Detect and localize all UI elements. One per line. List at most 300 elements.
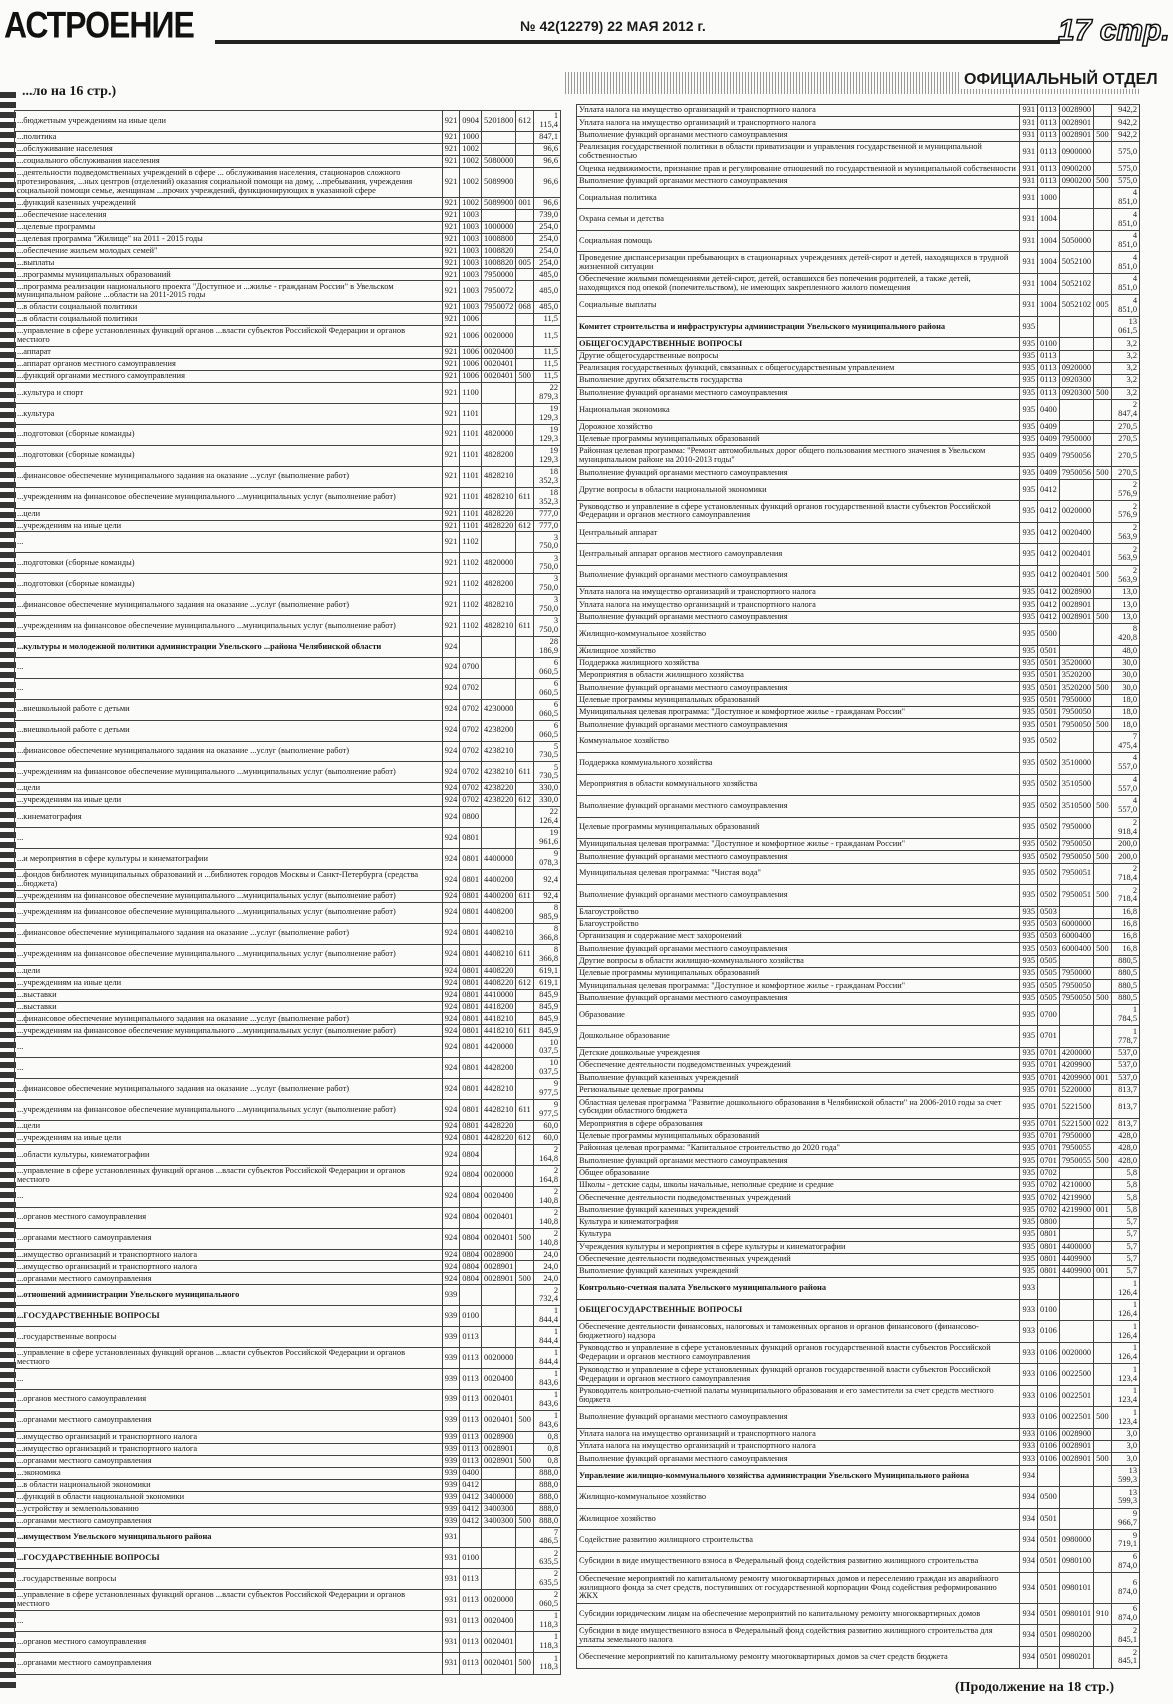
row-name: ...политика — [15, 131, 443, 143]
table-row — [15, 1079, 561, 1100]
row-type — [516, 347, 534, 359]
table-row — [577, 839, 1140, 851]
row-dept: 921 — [442, 209, 460, 221]
row-dept: 935 — [1020, 611, 1038, 623]
row-article: 3520200 — [1059, 682, 1093, 694]
row-section: 0801 — [1038, 1229, 1060, 1241]
row-section: 1002 — [460, 155, 482, 167]
row-name: ...учреждениям на финансовое обеспечение муниципального ...муниципальных услуг (выполнение работ) — [15, 1025, 443, 1037]
row-section: 0113 — [1038, 375, 1060, 387]
table-row — [577, 624, 1140, 645]
row-dept: 935 — [1020, 980, 1038, 992]
table-row — [577, 1453, 1140, 1465]
row-type — [1094, 163, 1112, 175]
table-row — [15, 1249, 561, 1261]
row-amount: 845,9 — [533, 1001, 560, 1013]
row-dept: 924 — [442, 1186, 460, 1207]
row-name: Выполнение функций органами местного самоуправления — [577, 885, 1020, 906]
row-article: 5052102 — [1059, 295, 1093, 316]
row-section: 0702 — [460, 699, 482, 720]
table-row — [15, 1590, 561, 1611]
row-section: 0106 — [1038, 1453, 1060, 1465]
row-type — [1094, 839, 1112, 851]
row-section — [460, 1285, 482, 1306]
row-amount: 847,1 — [533, 131, 560, 143]
row-type — [516, 508, 534, 520]
table-row — [577, 544, 1140, 565]
row-section: 0502 — [1038, 774, 1060, 795]
row-type — [1094, 955, 1112, 967]
row-type — [1094, 1026, 1112, 1047]
row-name: ...подготовки (сборные команды) — [15, 574, 443, 595]
table-row — [577, 1084, 1140, 1096]
row-name: Выполнение функций органами местного самоуправления — [577, 851, 1020, 863]
row-type: 500 — [1094, 129, 1112, 141]
row-name: Реализация государственной политики в области приватизации и управления государственной и муниципальной собственностью — [577, 141, 1020, 162]
row-name: ...цели — [15, 965, 443, 977]
row-article: 0020401 — [482, 1652, 516, 1674]
table-row — [577, 992, 1140, 1004]
table-row — [15, 245, 561, 257]
row-amount: 1 126,4 — [1111, 1278, 1139, 1299]
row-section: 0113 — [1038, 175, 1060, 187]
row-section: 0505 — [1038, 968, 1060, 980]
row-name: ...внешкольной работе с детьми — [15, 699, 443, 720]
row-section — [460, 637, 482, 658]
row-type: 500 — [1094, 719, 1112, 731]
table-row — [577, 774, 1140, 795]
row-dept: 931 — [1020, 117, 1038, 129]
row-name: ОБЩЕГОСУДАРСТВЕННЫЕ ВОПРОСЫ — [577, 1299, 1020, 1320]
row-section: 0502 — [1038, 863, 1060, 884]
row-dept: 934 — [1020, 1487, 1038, 1508]
row-section: 0702 — [460, 720, 482, 741]
row-article: 0028901 — [1059, 611, 1093, 623]
row-article — [482, 828, 516, 849]
row-section: 0804 — [460, 1207, 482, 1228]
row-type: 500 — [1094, 851, 1112, 863]
row-amount: 5,7 — [1111, 1241, 1139, 1253]
row-section: 0501 — [1038, 1530, 1060, 1551]
table-row — [577, 565, 1140, 586]
row-type — [1094, 774, 1112, 795]
row-dept: 935 — [1020, 375, 1038, 387]
row-name: ...ГОСУДАРСТВЕННЫЕ ВОПРОСЫ — [15, 1548, 443, 1569]
row-amount: 16,8 — [1111, 906, 1139, 918]
row-name: Муниципальная целевая программа: "Чистая вода" — [577, 863, 1020, 884]
row-type — [1094, 544, 1112, 565]
row-name: Руководство и управление в сфере установленных функций органов государственной власти субъектов Российской Федерации и органов местного самоуправления — [577, 1342, 1020, 1363]
row-amount: 942,2 — [1111, 117, 1139, 129]
row-section: 0702 — [1038, 1180, 1060, 1192]
row-name: Национальная экономика — [577, 399, 1020, 420]
row-section: 0113 — [460, 1410, 482, 1431]
row-article: 5220000 — [1059, 1084, 1093, 1096]
row-article — [1059, 1487, 1093, 1508]
row-article — [482, 209, 516, 221]
row-section: 0412 — [460, 1503, 482, 1515]
section-title: ОФИЦИАЛЬНЫЙ ОТДЕЛ — [960, 71, 1162, 89]
row-amount: 537,0 — [1111, 1060, 1139, 1072]
row-type — [516, 902, 534, 923]
row-dept: 924 — [442, 720, 460, 741]
row-article — [482, 678, 516, 699]
row-name: Дорожное хозяйство — [577, 421, 1020, 433]
row-name: ...социального обслуживания населения — [15, 155, 443, 167]
row-dept: 935 — [1020, 645, 1038, 657]
row-amount: 2 732,4 — [533, 1285, 560, 1306]
row-amount: 880,5 — [1111, 955, 1139, 967]
row-dept: 935 — [1020, 1026, 1038, 1047]
row-section: 0409 — [1038, 433, 1060, 445]
row-section: 1004 — [1038, 252, 1060, 273]
row-article: 7950072 — [482, 281, 516, 302]
row-article: 4828210 — [482, 595, 516, 616]
row-amount: 18,0 — [1111, 706, 1139, 718]
row-amount: 200,0 — [1111, 851, 1139, 863]
row-dept: 921 — [442, 574, 460, 595]
row-dept: 921 — [442, 404, 460, 425]
row-type — [1094, 1342, 1112, 1363]
row-section: 1003 — [460, 233, 482, 245]
row-name: ...в области социальной политики — [15, 314, 443, 326]
row-article: 0020401 — [482, 1632, 516, 1653]
row-type — [1094, 1508, 1112, 1529]
row-section: 0113 — [1038, 163, 1060, 175]
table-row — [577, 1646, 1140, 1668]
row-section: 0701 — [1038, 1047, 1060, 1059]
row-section — [1038, 1465, 1060, 1486]
table-row — [15, 890, 561, 902]
row-name: Оценка недвижимости, признание прав и регулирование отношений по государственной и муниципальной собственности — [577, 163, 1020, 175]
row-amount: 4 851,0 — [1111, 209, 1139, 230]
row-name: ...экономика — [15, 1467, 443, 1479]
row-amount: 254,0 — [533, 257, 560, 269]
table-row — [15, 989, 561, 1001]
row-amount: 13 061,5 — [1111, 316, 1139, 337]
row-article — [1059, 338, 1093, 350]
table-row — [577, 1192, 1140, 1204]
row-type — [1094, 1097, 1112, 1118]
row-name: ...учреждениям на финансовое обеспечение муниципального ...муниципальных услуг (выполнение работ) — [15, 1100, 443, 1121]
row-dept: 934 — [1020, 1508, 1038, 1529]
row-amount: 2 576,9 — [1111, 501, 1139, 522]
row-section: 0100 — [460, 1306, 482, 1327]
row-dept: 935 — [1020, 851, 1038, 863]
row-amount: 4 851,0 — [1111, 295, 1139, 316]
row-amount: 537,0 — [1111, 1047, 1139, 1059]
row-name: Другие вопросы в области национальной экономики — [577, 479, 1020, 500]
row-amount: 2 563,9 — [1111, 565, 1139, 586]
row-article: 5221500 — [1059, 1097, 1093, 1118]
row-article: 4209900 — [1059, 1072, 1093, 1084]
row-name: ...имущество организаций и транспортного налога — [15, 1443, 443, 1455]
row-dept: 935 — [1020, 817, 1038, 838]
row-type — [516, 783, 534, 795]
row-type: 001 — [1094, 1266, 1112, 1278]
row-dept: 939 — [442, 1369, 460, 1390]
row-type — [1094, 117, 1112, 129]
row-name: ...аппарат органов местного самоуправления — [15, 359, 443, 371]
row-dept: 924 — [442, 1207, 460, 1228]
row-article: 0028901 — [482, 1443, 516, 1455]
row-amount: 428,0 — [1111, 1130, 1139, 1142]
row-type — [1094, 624, 1112, 645]
row-amount: 48,0 — [1111, 645, 1139, 657]
row-name: ...имуществом Увельского муниципального района — [15, 1527, 443, 1548]
row-type — [1094, 1253, 1112, 1265]
row-type — [516, 281, 534, 302]
row-name: Детские дошкольные учреждения — [577, 1047, 1020, 1059]
table-row — [577, 421, 1140, 433]
table-row — [577, 885, 1140, 906]
row-amount: 3,2 — [1111, 338, 1139, 350]
row-dept: 935 — [1020, 316, 1038, 337]
row-dept: 924 — [442, 1025, 460, 1037]
row-name: Выполнение функций органами местного самоуправления — [577, 129, 1020, 141]
table-row — [577, 1342, 1140, 1363]
row-name: Обеспечение жилыми помещениями детей-сирот, детей, оставшихся без попечения родителей, а также детей, находящихся под опекой (попечительством), не имеющих закрепленного жилого помещения — [577, 273, 1020, 294]
row-dept: 935 — [1020, 587, 1038, 599]
row-article: 7950050 — [1059, 851, 1093, 863]
row-name: ...финансовое обеспечение муниципального задания на оказание ...услуг (выполнение работ) — [15, 1013, 443, 1025]
row-type — [1094, 731, 1112, 752]
row-dept: 921 — [442, 487, 460, 508]
row-section: 0503 — [1038, 906, 1060, 918]
row-name: ... — [15, 1058, 443, 1079]
row-dept: 934 — [1020, 1530, 1038, 1551]
row-article: 7950056 — [1059, 467, 1093, 479]
row-dept: 935 — [1020, 1253, 1038, 1265]
row-dept: 935 — [1020, 1167, 1038, 1179]
row-amount: 575,0 — [1111, 163, 1139, 175]
row-name: Выполнение функций органами местного самоуправления — [577, 1407, 1020, 1428]
row-name: ...учреждениям на иные цели — [15, 1133, 443, 1145]
row-type — [1094, 1167, 1112, 1179]
row-amount: 4 851,0 — [1111, 252, 1139, 273]
row-article: 0900000 — [1059, 141, 1093, 162]
row-section: 1101 — [460, 487, 482, 508]
row-name: ...целевые программы — [15, 221, 443, 233]
row-article: 0020401 — [482, 1228, 516, 1249]
table-row — [15, 616, 561, 637]
table-row — [577, 295, 1140, 316]
row-type — [1094, 1180, 1112, 1192]
row-name: Охрана семьи и детства — [577, 209, 1020, 230]
row-name: Уплата налога на имущество организаций и транспортного налога — [577, 1441, 1020, 1453]
row-amount: 13,0 — [1111, 587, 1139, 599]
row-name: ...цели — [15, 783, 443, 795]
row-article: 0022500 — [1059, 1364, 1093, 1385]
row-article: 0020400 — [482, 347, 516, 359]
row-dept: 935 — [1020, 1143, 1038, 1155]
row-amount: 6 874,0 — [1111, 1603, 1139, 1624]
row-amount: 10 037,5 — [533, 1058, 560, 1079]
row-dept: 935 — [1020, 624, 1038, 645]
row-type — [1094, 753, 1112, 774]
table-row — [15, 233, 561, 245]
row-name: ...обеспечение жильем молодых семей" — [15, 245, 443, 257]
row-type — [1094, 968, 1112, 980]
row-section: 0505 — [1038, 955, 1060, 967]
row-type — [516, 699, 534, 720]
row-section: 0412 — [1038, 565, 1060, 586]
row-name: ...цели — [15, 1121, 443, 1133]
table-row — [15, 302, 561, 314]
row-dept: 933 — [1020, 1299, 1038, 1320]
row-type — [1094, 1216, 1112, 1228]
row-article: 0028900 — [1059, 587, 1093, 599]
row-article: 7950055 — [1059, 1155, 1093, 1167]
table-row — [15, 1548, 561, 1569]
row-section: 0106 — [1038, 1441, 1060, 1453]
row-section: 0113 — [1038, 350, 1060, 362]
row-section: 0804 — [460, 1261, 482, 1273]
table-row — [577, 670, 1140, 682]
row-section: 1100 — [460, 383, 482, 404]
row-dept: 921 — [442, 595, 460, 616]
row-section: 1006 — [460, 359, 482, 371]
row-type — [1094, 445, 1112, 466]
row-name: ...функций казенных учреждений — [15, 197, 443, 209]
row-dept: 934 — [1020, 1551, 1038, 1572]
table-row — [577, 1216, 1140, 1228]
row-type — [516, 965, 534, 977]
row-article — [1059, 1508, 1093, 1529]
table-row — [15, 1165, 561, 1186]
row-type — [516, 1079, 534, 1100]
row-type: 612 — [516, 795, 534, 807]
row-article: 6000400 — [1059, 931, 1093, 943]
row-type — [516, 326, 534, 347]
row-type — [516, 245, 534, 257]
row-article — [482, 1327, 516, 1348]
row-section: 0400 — [1038, 399, 1060, 420]
row-name: Обеспечение деятельности подведомственных учреждений — [577, 1192, 1020, 1204]
row-amount: 96,6 — [533, 197, 560, 209]
row-dept: 935 — [1020, 968, 1038, 980]
row-dept: 933 — [1020, 1321, 1038, 1342]
row-name: ...управление в сфере установленных функций органов ...власти субъектов Российской Федерации и органов местного — [15, 326, 443, 347]
row-article — [1059, 316, 1093, 337]
row-dept: 935 — [1020, 731, 1038, 752]
table-row — [15, 281, 561, 302]
row-amount: 2 060,5 — [533, 1590, 560, 1611]
row-name: ...обслуживание населения — [15, 143, 443, 155]
row-name: ...органами местного самоуправления — [15, 1273, 443, 1285]
row-article — [482, 1527, 516, 1548]
row-article: 5052100 — [1059, 252, 1093, 273]
row-type: 500 — [1094, 885, 1112, 906]
row-article: 0028900 — [482, 1431, 516, 1443]
row-name: Культура и кинематография — [577, 1216, 1020, 1228]
row-dept: 924 — [442, 762, 460, 783]
row-type — [516, 445, 534, 466]
row-name: ...кинематография — [15, 807, 443, 828]
row-name: Обеспечение мероприятий по капитальному ремонту многоквартирных домов за счет средств бюджета — [577, 1646, 1020, 1668]
table-row — [15, 1479, 561, 1491]
table-row — [15, 1261, 561, 1273]
row-amount: 3 750,0 — [533, 574, 560, 595]
row-amount: 888,0 — [533, 1491, 560, 1503]
row-type: 611 — [516, 1100, 534, 1121]
table-row — [15, 1431, 561, 1443]
row-amount: 5,7 — [1111, 1266, 1139, 1278]
row-article: 3400000 — [482, 1491, 516, 1503]
table-row — [577, 105, 1140, 117]
budget-table-right — [576, 104, 1140, 1669]
row-article — [482, 807, 516, 828]
row-name: ...учреждениям на финансовое обеспечение муниципального ...муниципальных услуг (выполнение работ) — [15, 616, 443, 637]
table-row — [577, 338, 1140, 350]
row-amount: 16,8 — [1111, 943, 1139, 955]
row-type — [1094, 706, 1112, 718]
row-article — [1059, 645, 1093, 657]
table-row — [15, 1306, 561, 1327]
row-dept: 935 — [1020, 1084, 1038, 1096]
row-name: ...управление в сфере установленных функций органов ...власти субъектов Российской Федерации и органов местного — [15, 1348, 443, 1369]
row-section: 0409 — [1038, 445, 1060, 466]
table-row — [577, 350, 1140, 362]
row-article: 7950050 — [1059, 992, 1093, 1004]
row-dept: 933 — [1020, 1342, 1038, 1363]
row-article: 0020401 — [482, 371, 516, 383]
row-amount: 3,2 — [1111, 375, 1139, 387]
row-type — [516, 1503, 534, 1515]
row-type: 500 — [516, 1515, 534, 1527]
row-dept: 921 — [442, 371, 460, 383]
row-section: 0501 — [1038, 1551, 1060, 1572]
row-article: 4408200 — [482, 902, 516, 923]
row-amount: 2 563,9 — [1111, 544, 1139, 565]
row-amount: 4 851,0 — [1111, 187, 1139, 208]
row-dept: 935 — [1020, 479, 1038, 500]
row-article: 4410000 — [482, 989, 516, 1001]
row-name: Школы - детские сады, школы начальные, неполные средние и средние — [577, 1180, 1020, 1192]
row-name: ...подготовки (сборные команды) — [15, 445, 443, 466]
row-article: 0020401 — [482, 1389, 516, 1410]
table-row — [15, 508, 561, 520]
row-section: 0113 — [460, 1632, 482, 1653]
row-article — [482, 1144, 516, 1165]
row-type — [1094, 587, 1112, 599]
row-name: ...и мероприятия в сфере культуры и кинематографии — [15, 849, 443, 870]
row-dept: 935 — [1020, 565, 1038, 586]
row-dept: 935 — [1020, 839, 1038, 851]
table-row — [15, 209, 561, 221]
row-type: 500 — [1094, 387, 1112, 399]
table-row — [15, 1467, 561, 1479]
row-section: 1102 — [460, 595, 482, 616]
row-section: 0801 — [460, 944, 482, 965]
table-row — [577, 817, 1140, 838]
row-article: 0900200 — [1059, 163, 1093, 175]
row-article: 7950000 — [1059, 433, 1093, 445]
row-amount: 30,0 — [1111, 670, 1139, 682]
row-dept: 935 — [1020, 1204, 1038, 1216]
row-type: 612 — [516, 111, 534, 132]
row-name: ...деятельности подведомственных учреждений в сфере ... обслуживания населения, стационаров сложного протезирования, ...ных центров (отделений) оказания социальной помощи на дому, ...пребывания, учреждения социальной помощи семье, женщинам ...прочих учреждений, функционирующих в указанной сфере — [15, 167, 443, 197]
row-name: ...органов местного самоуправления — [15, 1632, 443, 1653]
row-dept: 921 — [442, 445, 460, 466]
table-row — [577, 1428, 1140, 1440]
row-article: 0020000 — [1059, 501, 1093, 522]
row-amount: 8 420,8 — [1111, 624, 1139, 645]
row-amount: 3,0 — [1111, 1441, 1139, 1453]
table-row — [577, 1508, 1140, 1529]
row-dept: 939 — [442, 1503, 460, 1515]
row-amount: 13 599,3 — [1111, 1465, 1139, 1486]
